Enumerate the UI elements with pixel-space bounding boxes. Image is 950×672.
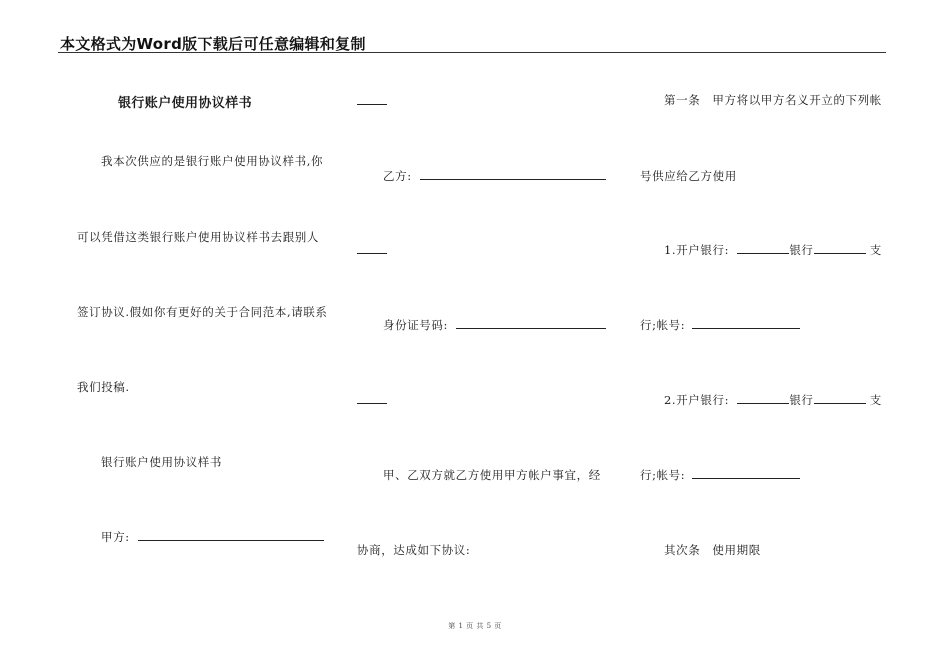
bank-1-bank-word: 银行 — [789, 243, 814, 257]
party-a-label: 甲方: — [101, 530, 130, 544]
bank-1-name-blank — [737, 243, 789, 254]
agreement-line-1: 甲、乙双方就乙方使用甲方帐户事宜，经 — [383, 468, 601, 482]
account-2-label: 行;帐号: — [640, 468, 686, 482]
account-2-row — [640, 467, 800, 483]
account-1-row — [640, 317, 800, 333]
agreement-line-2: 协商，达成如下协议: — [357, 543, 471, 557]
account-1-label: 行;帐号: — [640, 318, 686, 332]
header-divider — [58, 52, 886, 53]
id-number-row — [383, 317, 606, 333]
bank-1-label: 1.开户银行: — [664, 243, 730, 257]
article-1-line-2: 号供应给乙方使用 — [640, 169, 737, 183]
intro-line-3: 签订协议.假如你有更好的关于合同范本,请联系 — [77, 305, 328, 319]
document-title: 银行账户使用协议样书 — [118, 96, 253, 111]
id-number-label: 身份证号码: — [383, 318, 448, 332]
party-a-blank — [138, 530, 324, 541]
bank-2-bank-word: 银行 — [789, 393, 814, 407]
bank-1-branch-word: 支 — [869, 243, 882, 257]
article-1-line-1: 第一条 甲方将以甲方名义开立的下列帐 — [664, 93, 882, 107]
page-banner: 本文格式为Word版下载后可任意编辑和复制 — [60, 35, 366, 53]
blank-line-3 — [357, 403, 387, 404]
section-subtitle: 银行账户使用协议样书 — [101, 455, 222, 469]
blank-line-1 — [357, 104, 387, 105]
bank-1-row — [664, 242, 882, 258]
account-2-blank — [692, 468, 800, 479]
bank-1-branch-blank — [814, 243, 866, 254]
bank-2-name-blank — [737, 393, 789, 404]
bank-2-branch-word: 支 — [869, 393, 882, 407]
account-1-blank — [692, 318, 800, 329]
id-number-blank — [456, 318, 606, 329]
intro-line-1: 我本次供应的是银行账户使用协议样书,你 — [101, 154, 324, 168]
page-footer: 第 1 页 共 5 页 — [448, 622, 502, 630]
party-b-row — [383, 168, 606, 184]
intro-line-2: 可以凭借这类银行账户使用协议样书去跟别人 — [77, 230, 319, 244]
intro-line-4: 我们投稿. — [77, 380, 130, 394]
party-a-row — [101, 529, 324, 545]
bank-2-row — [664, 392, 882, 408]
article-2-heading: 其次条 使用期限 — [664, 543, 761, 557]
bank-2-branch-blank — [814, 393, 866, 404]
bank-2-label: 2.开户银行: — [664, 393, 730, 407]
blank-line-2 — [357, 253, 387, 254]
party-b-label: 乙方: — [383, 169, 412, 183]
party-b-blank — [420, 169, 606, 180]
